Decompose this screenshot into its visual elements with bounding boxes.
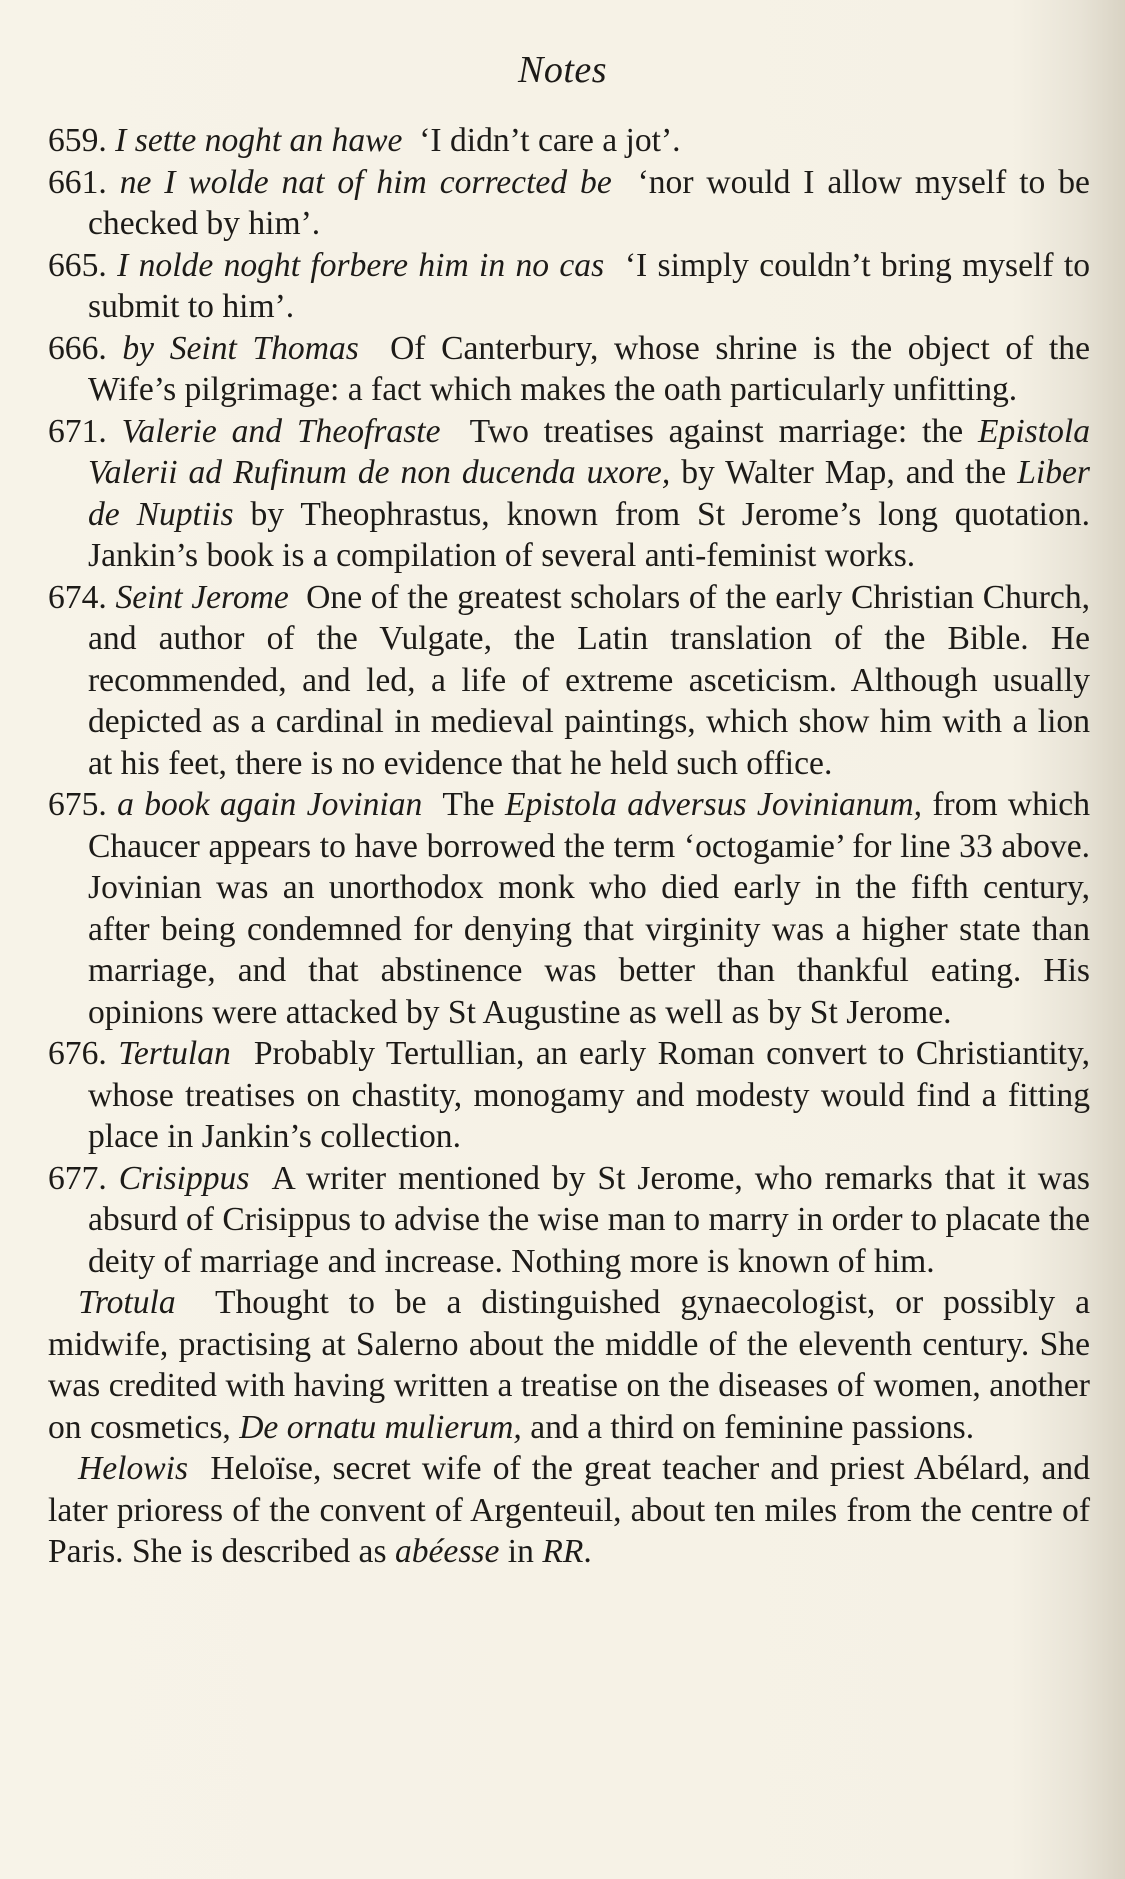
- note-number: 677.: [48, 1159, 107, 1197]
- note-677: [48, 1158, 1090, 1283]
- note-lemma: I sette noght an hawe: [115, 122, 403, 159]
- note-lemma: a book again Jovinian: [117, 786, 423, 823]
- note-italic-title: Epistola Valerii ad Rufinum de non ducenda uxore,: [88, 412, 1090, 491]
- note-number: 674.: [48, 578, 107, 616]
- note-lemma: Valerie and Theofraste: [121, 412, 441, 450]
- note-text: in: [507, 1533, 534, 1570]
- note-number: 675.: [48, 786, 107, 823]
- note-text: .: [583, 1533, 592, 1570]
- note-text: One of the greatest scholars of the early Christian Church, and author of the Vulgate, the Latin translation of the Bible. He recommended, and led, a life of extreme asceticism. Although usually depicted as a cardinal in medieval paintings, which show him with a lion at his feet, there is no evidence that he held such office.: [88, 578, 1090, 782]
- note-676: [48, 1033, 1090, 1158]
- note-italic-title: abéesse: [394, 1533, 500, 1570]
- note-italic-title: De ornatu mulierum,: [239, 1408, 522, 1446]
- note-text: ‘I simply couldn’t bring myself to submit to him’.: [88, 246, 1090, 325]
- note-text: by Theophrastus, known from St Jerome’s long quotation. Jankin’s book is a compilation of several anti-feminist works.: [88, 495, 1090, 574]
- note-677-trotula: [48, 1282, 1090, 1448]
- note-text: by Walter Map, and the: [681, 454, 1007, 491]
- note-text: Probably Tertullian, an early Roman convert to Christiantity, whose treatises on chastity, monogamy and modesty would find a fitting place in Jankin’s collection.: [88, 1035, 1090, 1155]
- note-text: The: [442, 786, 495, 823]
- note-number: 671.: [48, 412, 107, 450]
- note-lemma: I nolde noght forbere him in no cas: [117, 246, 605, 284]
- note-lemma: Helowis: [78, 1450, 189, 1487]
- note-italic-title: Epistola adversus Jovinianum,: [504, 786, 922, 823]
- note-text: and a third on feminine passions.: [530, 1408, 975, 1446]
- note-text: Of Canterbury, whose shrine is the object of the Wife’s pilgrimage: a fact which makes the oath particularly unfitting.: [88, 329, 1090, 408]
- note-lemma: Crisippus: [118, 1159, 250, 1197]
- note-674: [48, 577, 1090, 785]
- note-text: ‘nor would I allow myself to be checked by him’.: [88, 163, 1090, 242]
- note-659: [48, 120, 1090, 162]
- note-number: 666.: [48, 329, 107, 367]
- note-675: [48, 784, 1090, 1033]
- note-text: from which Chaucer appears to have borrowed the term ‘octogamie’ for line 33 above. Jovinian was an unorthodox monk who died early in the fifth century, after being condemned for denying that virginity was a higher state than marriage, and that abstinence was better than thankful eating. His opinions were attacked by St Augustine as well as by St Jerome.: [88, 786, 1090, 1031]
- notes-list: [48, 120, 1090, 1573]
- note-661: [48, 162, 1090, 245]
- note-666: [48, 328, 1090, 411]
- note-number: 661.: [48, 163, 107, 201]
- note-lemma: ne I wolde nat of him corrected be: [119, 163, 612, 201]
- note-text: Two treatises against marriage: the: [469, 412, 964, 450]
- note-677-helowis: [48, 1448, 1090, 1573]
- note-lemma: Seint Jerome: [115, 578, 289, 616]
- note-text: ‘I didn’t care a jot’.: [419, 122, 681, 159]
- note-number: 665.: [48, 246, 107, 284]
- note-text: A writer mentioned by St Jerome, who remarks that it was absurd of Crisippus to advise the wise man to marry in order to placate the deity of marriage and increase. Nothing more is known of him.: [88, 1159, 1090, 1280]
- note-text: Thought to be a distinguished gynaecologist, or possibly a midwife, practising at Salerno about the middle of the eleventh century. She was credited with having written a treatise on the diseases of women, another on cosmetics,: [48, 1284, 1090, 1446]
- note-italic-title: Liber de Nuptiis: [88, 454, 1090, 533]
- note-671: [48, 411, 1090, 577]
- note-italic-title: RR: [542, 1533, 584, 1570]
- note-number: 676.: [48, 1035, 107, 1072]
- note-665: [48, 245, 1090, 328]
- note-text: Heloïse, secret wife of the great teacher and priest Abélard, and later prioress of the convent of Argenteuil, about ten miles from the centre of Paris. She is described as: [48, 1450, 1090, 1570]
- note-lemma: Trotula: [78, 1284, 176, 1321]
- note-lemma: by Seint Thomas: [122, 329, 359, 367]
- note-number: 659.: [48, 122, 107, 159]
- page-title: Notes: [517, 49, 608, 91]
- note-lemma: Tertulan: [118, 1035, 231, 1072]
